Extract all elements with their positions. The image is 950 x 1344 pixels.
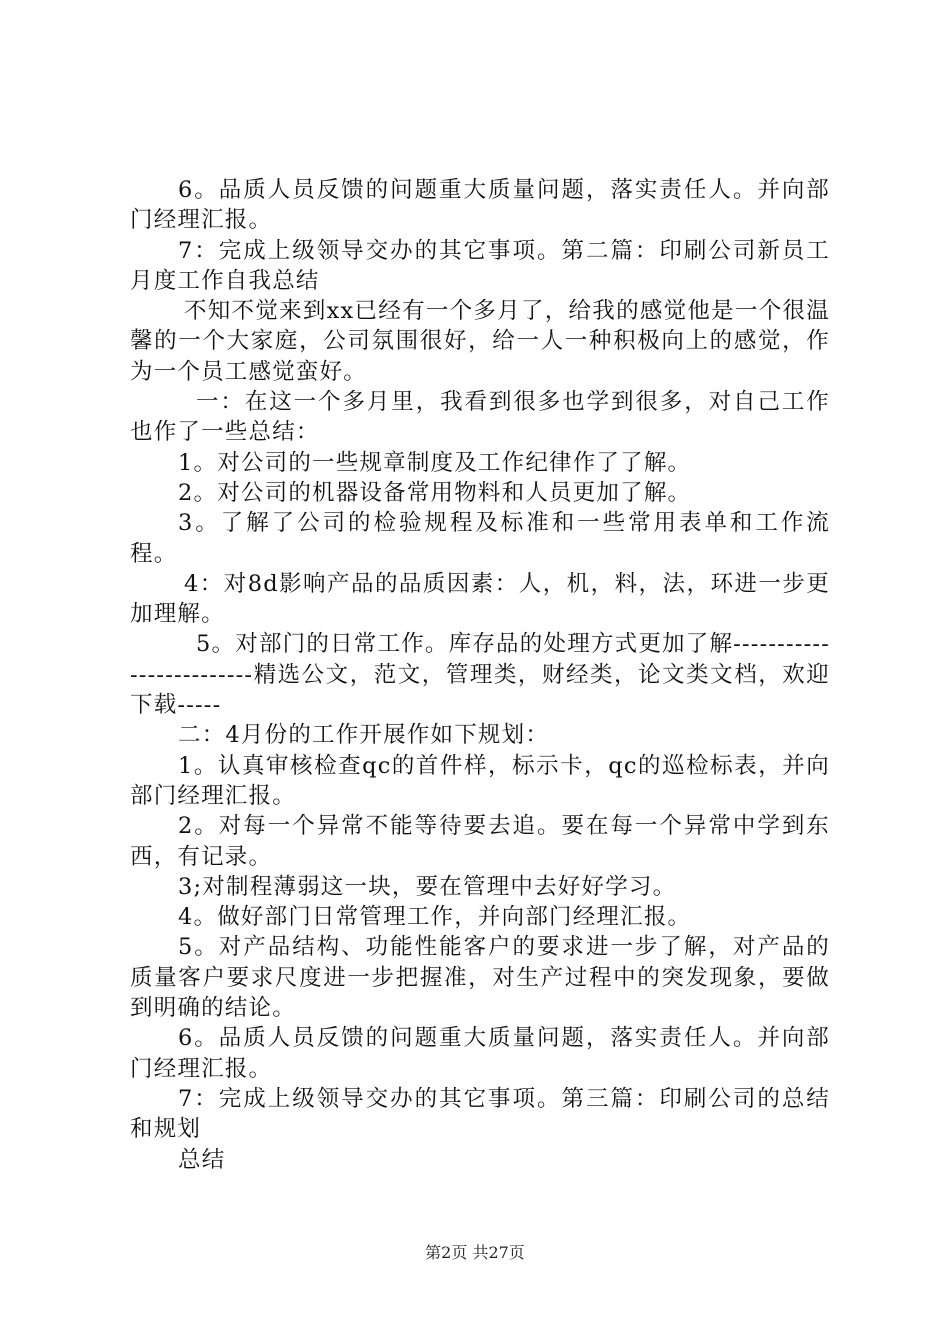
paragraph: 3;对制程薄弱这一块，要在管理中去好好学习。 [178,873,677,900]
paragraph: 2。对公司的机器设备常用物料和人员更加了解。 [178,479,692,506]
paragraph: 7：完成上级领导交办的其它事项。第二篇：印刷公司新员工月度工作自我总结 [130,237,830,294]
paragraph: 6。品质人员反馈的问题重大质量问题，落实责任人。并向部门经理汇报。 [130,1025,830,1082]
paragraph: 二：4月份的工作开展作如下规划： [178,722,550,749]
paragraph: 4。做好部门日常管理工作，并向部门经理汇报。 [178,904,692,931]
page-footer: 第2页 共27页 [425,1243,525,1262]
paragraph: 6。品质人员反馈的问题重大质量问题，落实责任人。并向部门经理汇报。 [130,177,830,234]
paragraph: 2。对每一个异常不能等待要去追。要在每一个异常中学到东西，有记录。 [130,813,830,870]
document-body [130,175,830,1175]
paragraph: 5。对产品结构、功能性能客户的要求进一步了解，对产品的质量客户要求尺度进一步把握准，对生产过程中的突发现象，要做到明确的结论。 [130,934,830,1022]
paragraph: 不知不觉来到xx已经有一个多月了，给我的感觉他是一个很温馨的一个大家庭，公司氛围很好，给一人一种积极向上的感觉，作为一个员工感觉蛮好。 [130,298,830,385]
paragraph: 3。了解了公司的检验规程及标准和一些常用表单和工作流程。 [130,510,830,567]
paragraph: 1。认真审核检查qc的首件样，标示卡，qc的巡检标表，并向部门经理汇报。 [130,752,830,809]
paragraph: 总结 [178,1146,226,1173]
paragraph: 7：完成上级领导交办的其它事项。第三篇：印刷公司的总结和规划 [130,1085,830,1143]
paragraph: 5。对部门的日常工作。库存品的处理方式更加了解-------------------------精选公文，范文，管理类，财经类，论文类文档，欢迎下载----- [130,631,830,719]
paragraph: 一：在这一个多月里，我看到很多也学到很多，对自己工作也作了一些总结： [130,389,830,446]
paragraph: 4：对8d影响产品的品质因素：人，机，料，法，环进一步更加理解。 [130,570,830,628]
paragraph: 1。对公司的一些规章制度及工作纪律作了了解。 [178,449,692,476]
